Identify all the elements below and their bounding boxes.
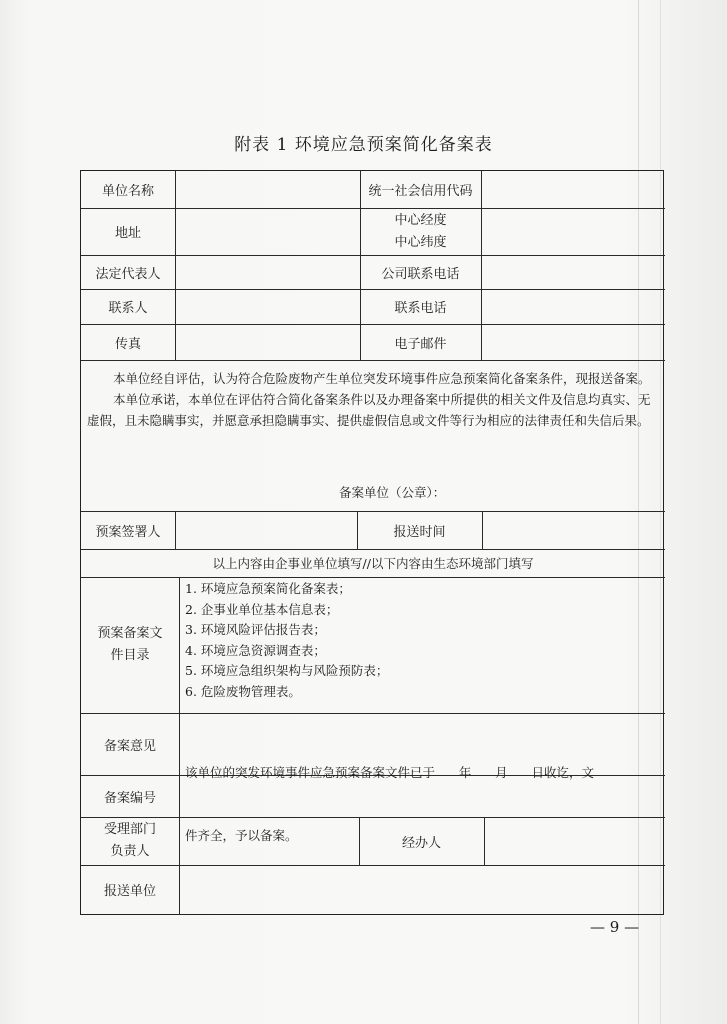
label-dept-line1: 受理部门 — [103, 822, 156, 837]
list-item: 4. 环境应急资源调查表； — [185, 642, 326, 658]
label-credit-code: 统一社会信用代码 — [368, 184, 473, 199]
label-address: 地址 — [114, 226, 141, 241]
label-handler: 经办人 — [401, 835, 441, 851]
field-contact[interactable] — [175, 289, 360, 324]
label-fax: 传真 — [114, 336, 141, 352]
field-unit-name[interactable] — [175, 171, 360, 208]
list-item: 1. 环境应急预案简化备案表； — [185, 581, 351, 596]
label-dept-head — [81, 817, 179, 865]
list-item: 2. 企事业单位基本信息表； — [185, 601, 339, 617]
field-dept-head[interactable] — [179, 817, 359, 865]
seal-label: 备案单位（公章）： — [339, 485, 446, 500]
field-coordinates[interactable] — [481, 208, 665, 255]
field-credit-code[interactable] — [481, 171, 665, 208]
commitment-paragraph-1: 本单位经自评估，认为符合危险废物产生单位突发环境事件应急预案简化备案条件，现报送备案。 — [113, 371, 651, 386]
field-contact-phone[interactable] — [481, 289, 665, 324]
list-item: 5. 环境应急组织架构与风险预防表； — [185, 663, 389, 678]
label-submit-unit: 报送单位 — [103, 884, 156, 899]
field-company-phone[interactable] — [481, 255, 665, 289]
commitment-text — [87, 368, 659, 431]
label-contact: 联系人 — [108, 301, 148, 316]
field-plan-signer[interactable] — [175, 511, 357, 549]
field-email[interactable] — [481, 324, 665, 360]
field-handler[interactable] — [484, 817, 665, 865]
field-address[interactable] — [175, 208, 360, 255]
filing-form-table — [80, 170, 664, 915]
label-contact-phone: 联系电话 — [394, 301, 447, 316]
field-legal-rep[interactable] — [175, 255, 360, 289]
field-filing-number[interactable] — [179, 775, 665, 817]
commitment-paragraph-2: 本单位承诺，本单位在评估符合简化备案条件以及办理备案中所提供的相关文件及信息均真实、无虚假，且未隐瞒事实，并愿意承担隐瞒事实、提供虚假信息或文件等行为相应的法律责任和失信后果。 — [87, 392, 651, 428]
label-file-list-line2: 件目录 — [110, 648, 150, 663]
list-item: 6. 危险废物管理表。 — [185, 683, 301, 699]
section-divider-text: 以上内容由企事业单位填写//以下内容由生态环境部门填写 — [212, 556, 534, 571]
label-file-list — [81, 577, 179, 713]
label-file-list-line1: 预案备案文 — [97, 626, 163, 641]
page-number: — 9 — — [590, 918, 640, 936]
label-email: 电子邮件 — [394, 336, 447, 352]
opinion-line-1: 该单位的突发环境事件应急预案备案文件已于 年 月 日收讫，文 — [185, 765, 595, 780]
page-title: 附表 1 环境应急预案简化备案表 — [234, 135, 493, 155]
field-submit-time[interactable] — [482, 511, 665, 549]
label-center-lon: 中心经度 — [394, 212, 447, 228]
label-unit-name: 单位名称 — [101, 184, 154, 199]
field-fax[interactable] — [175, 324, 360, 360]
label-dept-line2: 负责人 — [110, 844, 150, 859]
label-coordinates — [360, 208, 481, 255]
file-list — [185, 579, 655, 702]
label-center-lat: 中心纬度 — [394, 234, 447, 250]
field-submit-unit[interactable] — [179, 865, 665, 914]
label-legal-rep: 法定代表人 — [95, 266, 161, 282]
label-filing-opinion: 备案意见 — [103, 738, 156, 754]
label-filing-number: 备案编号 — [103, 790, 156, 806]
label-plan-signer: 预案签署人 — [95, 524, 161, 540]
label-company-phone: 公司联系电话 — [381, 266, 460, 282]
list-item: 3. 环境风险评估报告表； — [185, 622, 326, 637]
label-submit-time: 报送时间 — [393, 524, 446, 540]
opinion-line-2: 件齐全，予以备案。 — [185, 828, 298, 843]
row-divider — [81, 360, 665, 361]
